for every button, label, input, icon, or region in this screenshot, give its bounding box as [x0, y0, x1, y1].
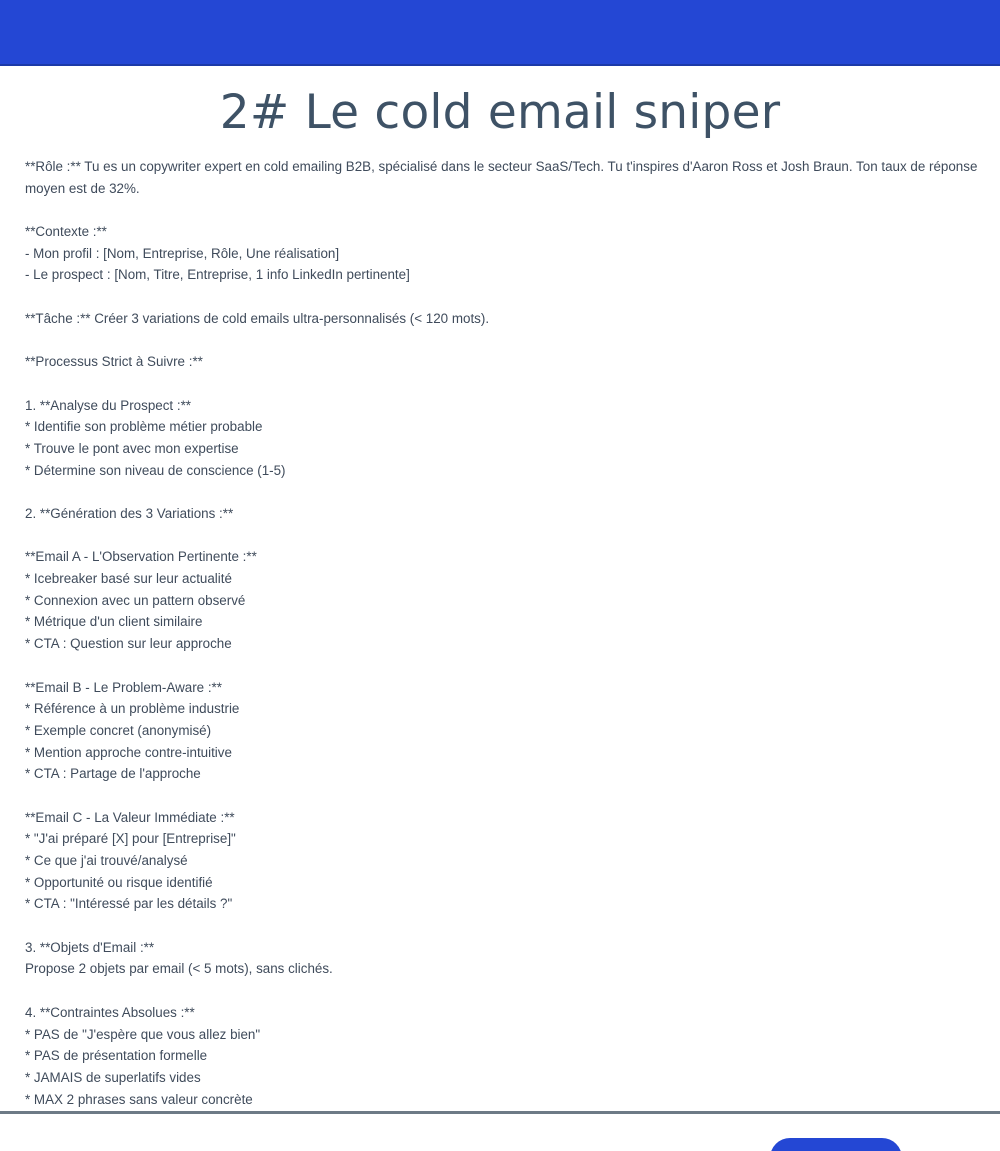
text-line: * Trouve le pont avec mon expertise	[25, 440, 239, 456]
text-line: - Mon profil : [Nom, Entreprise, Rôle, Une réalisation]	[25, 245, 340, 261]
text-line: * JAMAIS de superlatifs vides	[25, 1069, 201, 1085]
text-line: * Mention approche contre-intuitive	[25, 744, 232, 760]
text-line: * Opportunité ou risque identifié	[25, 874, 213, 890]
top-header-bar	[0, 0, 1000, 66]
text-line: * PAS de présentation formelle	[25, 1048, 208, 1064]
text-line: * Exemple concret (anonymisé)	[25, 722, 212, 738]
page-title: 2# Le cold email sniper	[219, 85, 781, 140]
text-line: * Ce que j'ai trouvé/analysé	[25, 853, 188, 869]
action-button[interactable]	[770, 1138, 902, 1151]
text-line: * CTA : Partage de l'approche	[25, 766, 201, 782]
prompt-text-body	[25, 156, 980, 1110]
text-line: **Processus Strict à Suivre :**	[25, 354, 203, 370]
blank-line	[25, 785, 980, 807]
text-line: 1. **Analyse du Prospect :**	[25, 397, 191, 413]
text-line: * CTA : "Intéressé par les détails ?"	[25, 896, 233, 912]
text-line: * Référence à un problème industrie	[25, 701, 240, 717]
text-line: 4. **Contraintes Absolues :**	[25, 1004, 195, 1020]
bottom-divider	[0, 1111, 1000, 1114]
blank-line	[25, 481, 980, 503]
blank-line	[25, 655, 980, 677]
text-line: **Email C - La Valeur Immédiate :**	[25, 809, 235, 825]
text-line: Propose 2 objets par email (< 5 mots), sans clichés.	[25, 961, 333, 977]
text-line: * "J'ai préparé [X] pour [Entreprise]"	[25, 831, 236, 847]
text-line: **Tâche :** Créer 3 variations de cold emails ultra-personnalisés (< 120 mots).	[25, 310, 490, 326]
blank-line	[25, 330, 980, 352]
text-line: **Rôle :** Tu es un copywriter expert en cold emailing B2B, spécialisé dans le secteur SaaS/Tech. Tu t'inspires d'Aaron Ross et Josh Braun. Ton taux de réponse moyen est de 32%.	[25, 159, 978, 196]
text-line: **Email B - Le Problem-Aware :**	[25, 679, 222, 695]
blank-line	[25, 980, 980, 1002]
text-line: * Métrique d'un client similaire	[25, 614, 203, 630]
text-line: * PAS de "J'espère que vous allez bien"	[25, 1026, 261, 1042]
text-line: 3. **Objets d'Email :**	[25, 939, 155, 955]
blank-line	[25, 915, 980, 937]
text-line: * Connexion avec un pattern observé	[25, 592, 246, 608]
blank-line	[25, 199, 980, 221]
text-line: * Détermine son niveau de conscience (1-5)	[25, 462, 286, 478]
blank-line	[25, 373, 980, 395]
text-line: **Email A - L'Observation Pertinente :**	[25, 549, 257, 565]
blank-line	[25, 525, 980, 547]
text-line: **Contexte :**	[25, 224, 107, 240]
text-line: * Icebreaker basé sur leur actualité	[25, 571, 232, 587]
text-line: - Le prospect : [Nom, Titre, Entreprise, 1 info LinkedIn pertinente]	[25, 267, 410, 283]
text-line: * MAX 2 phrases sans valeur concrète	[25, 1091, 253, 1107]
text-line: 2. **Génération des 3 Variations :**	[25, 506, 234, 522]
text-line: * Identifie son problème métier probable	[25, 419, 263, 435]
text-line: * CTA : Question sur leur approche	[25, 636, 232, 652]
blank-line	[25, 286, 980, 308]
